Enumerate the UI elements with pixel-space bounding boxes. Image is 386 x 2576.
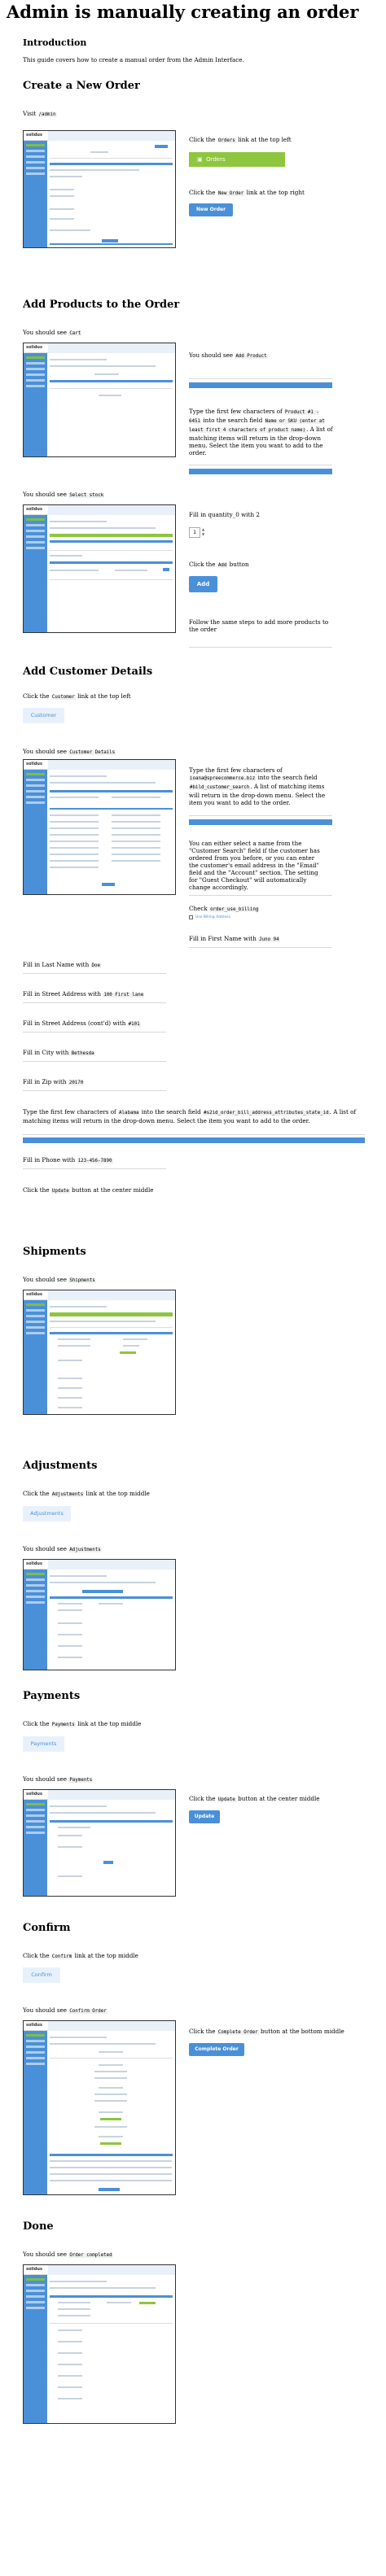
click-add-text: Click the Add button <box>189 561 249 568</box>
adjustments-tab[interactable]: Adjustments <box>23 1506 71 1522</box>
see-add-product-text: You should see Add Product <box>189 351 267 359</box>
visit-text: Visit /admin <box>23 110 56 117</box>
state-text: Type the first few characters of Alabama into the search field #s2id_order_bill_address_attributes_state_id. A list of matching items will return in the drop-down menu. Select the item you want to add to the order. <box>23 1108 357 1124</box>
type-product-text: Type the first few characters of Product #1 - 6451 into the search field Name or SKU (enter at least first 4 characters of product name). A list of matching items will return in the drop-down menu. Select the item you want to add to the order. <box>189 408 333 456</box>
intro-text: This guide covers how to create a manual order from the Admin Interface. <box>23 56 244 63</box>
payments-update-text: Click the Update button at the center middle <box>189 1795 320 1802</box>
create-order-heading: Create a New Order <box>23 80 140 92</box>
screenshot-adjustments: solidus <box>23 1559 176 1670</box>
step-click-orders: Click the Orders link at the top left <box>189 136 292 143</box>
type-customer-text: Type the first few characters of ioana@spreecommerce.biz into the search field #bild_customer_search. A list of matching items will return in the drop-down menu. Select the item you want to add to the order. <box>189 766 326 806</box>
see-adjustments-text: You should see Adjustments <box>23 1545 101 1552</box>
complete-order-text: Click the Complete Order button at the bottom middle <box>189 2028 344 2035</box>
confirm-heading: Confirm <box>23 1922 71 1934</box>
quantity-stepper[interactable]: ▲ ▼ <box>202 527 205 536</box>
screenshot-customer-details: solidus <box>23 759 176 895</box>
see-shipments-text: You should see Shipments <box>23 1276 95 1283</box>
phone-text: Fill in Phone with 123-456-7890 <box>23 1156 112 1164</box>
payments-tab[interactable]: Payments <box>23 1736 64 1752</box>
customer-heading: Add Customer Details <box>23 666 153 678</box>
customer-search-dropdown[interactable] <box>189 819 332 825</box>
done-heading: Done <box>23 2220 54 2233</box>
zip-text: Fill in Zip with 20170 <box>23 1078 84 1085</box>
new-order-button[interactable]: New Order <box>189 203 233 216</box>
page-title: Admin is manually creating an order <box>7 2 359 22</box>
customer-tab[interactable]: Customer <box>23 708 64 723</box>
quantity-text: Fill in quantity_0 with 2 <box>189 511 260 518</box>
see-order-completed-text: You should see Order completed <box>23 2251 112 2258</box>
confirm-tab[interactable]: Confirm <box>23 1967 60 1983</box>
screenshot-cart: solidus <box>23 343 176 457</box>
payments-heading: Payments <box>23 1690 81 1702</box>
follow-steps-text: Follow the same steps to add more products to the order <box>189 618 329 633</box>
adjustments-heading: Adjustments <box>23 1460 98 1472</box>
street2-text: Fill in Street Address (cont'd) with #101 <box>23 1019 140 1027</box>
click-customer-text: Click the Customer link at the top left <box>23 692 131 700</box>
use-billing-label: Use Billing Address <box>195 915 230 919</box>
screenshot-confirm: solidus <box>23 2020 176 2195</box>
city-text: Fill in City with Bethesda <box>23 1049 94 1056</box>
update-button[interactable]: Update <box>189 1810 220 1823</box>
use-billing-checkbox[interactable] <box>189 915 193 919</box>
state-dropdown[interactable] <box>23 1137 365 1143</box>
product-dropdown[interactable] <box>189 469 332 474</box>
cart-icon: ▣ <box>197 156 203 163</box>
solidus-logo: solidus <box>26 133 42 138</box>
last-name-text: Fill in Last Name with Doe <box>23 961 100 968</box>
shipments-heading: Shipments <box>23 1246 86 1258</box>
add-products-heading: Add Products to the Order <box>23 299 180 311</box>
click-adjustments-text: Click the Adjustments link at the top middle <box>23 1490 150 1497</box>
see-confirm-text: You should see Confirm Order <box>23 2006 107 2014</box>
add-button[interactable]: Add <box>189 576 217 592</box>
see-cart-text: You should see Cart <box>23 329 81 336</box>
step-click-new-order: Click the New Order link at the top right <box>189 189 305 196</box>
see-payments-text: You should see Payments <box>23 1775 93 1783</box>
click-payments-text: Click the Payments link at the top middle <box>23 1720 142 1727</box>
quantity-input[interactable]: 1 <box>189 527 200 538</box>
complete-order-button[interactable]: Complete Order <box>189 2043 244 2056</box>
intro-heading: Introduction <box>23 37 87 48</box>
customer-update-text: Click the Update button at the center middle <box>23 1186 154 1194</box>
visit-path: /admin <box>38 112 56 117</box>
screenshot-payments: solidus <box>23 1789 176 1897</box>
orders-button[interactable]: ▣ Orders <box>189 152 285 167</box>
screenshot-admin <box>23 130 176 248</box>
product-search-input[interactable] <box>189 382 332 388</box>
screenshot-order-completed: solidus <box>23 2264 176 2424</box>
screenshot-select-stock: solidus <box>23 504 176 633</box>
screenshot-shipments: solidus <box>23 1290 176 1415</box>
check-billing-text: Check order_use_billing <box>189 905 259 912</box>
see-customer-details-text: You should see Customer Details <box>23 748 116 755</box>
first-name-text: Fill in First Name with Juno 94 <box>189 935 279 942</box>
see-stock-text: You should see Select stock <box>23 491 104 498</box>
click-confirm-text: Click the Confirm link at the top middle <box>23 1952 138 1959</box>
street-text: Fill in Street Address with 100 First lane <box>23 990 144 998</box>
customer-select-text: You can either select a name from the "Customer Search" field if the customer has ordered from you before, or you can enter the customer's email address in the "Email" field and the "Account" section. The setting for "Guest Checkout" will automatically change accordingly. <box>189 840 320 891</box>
